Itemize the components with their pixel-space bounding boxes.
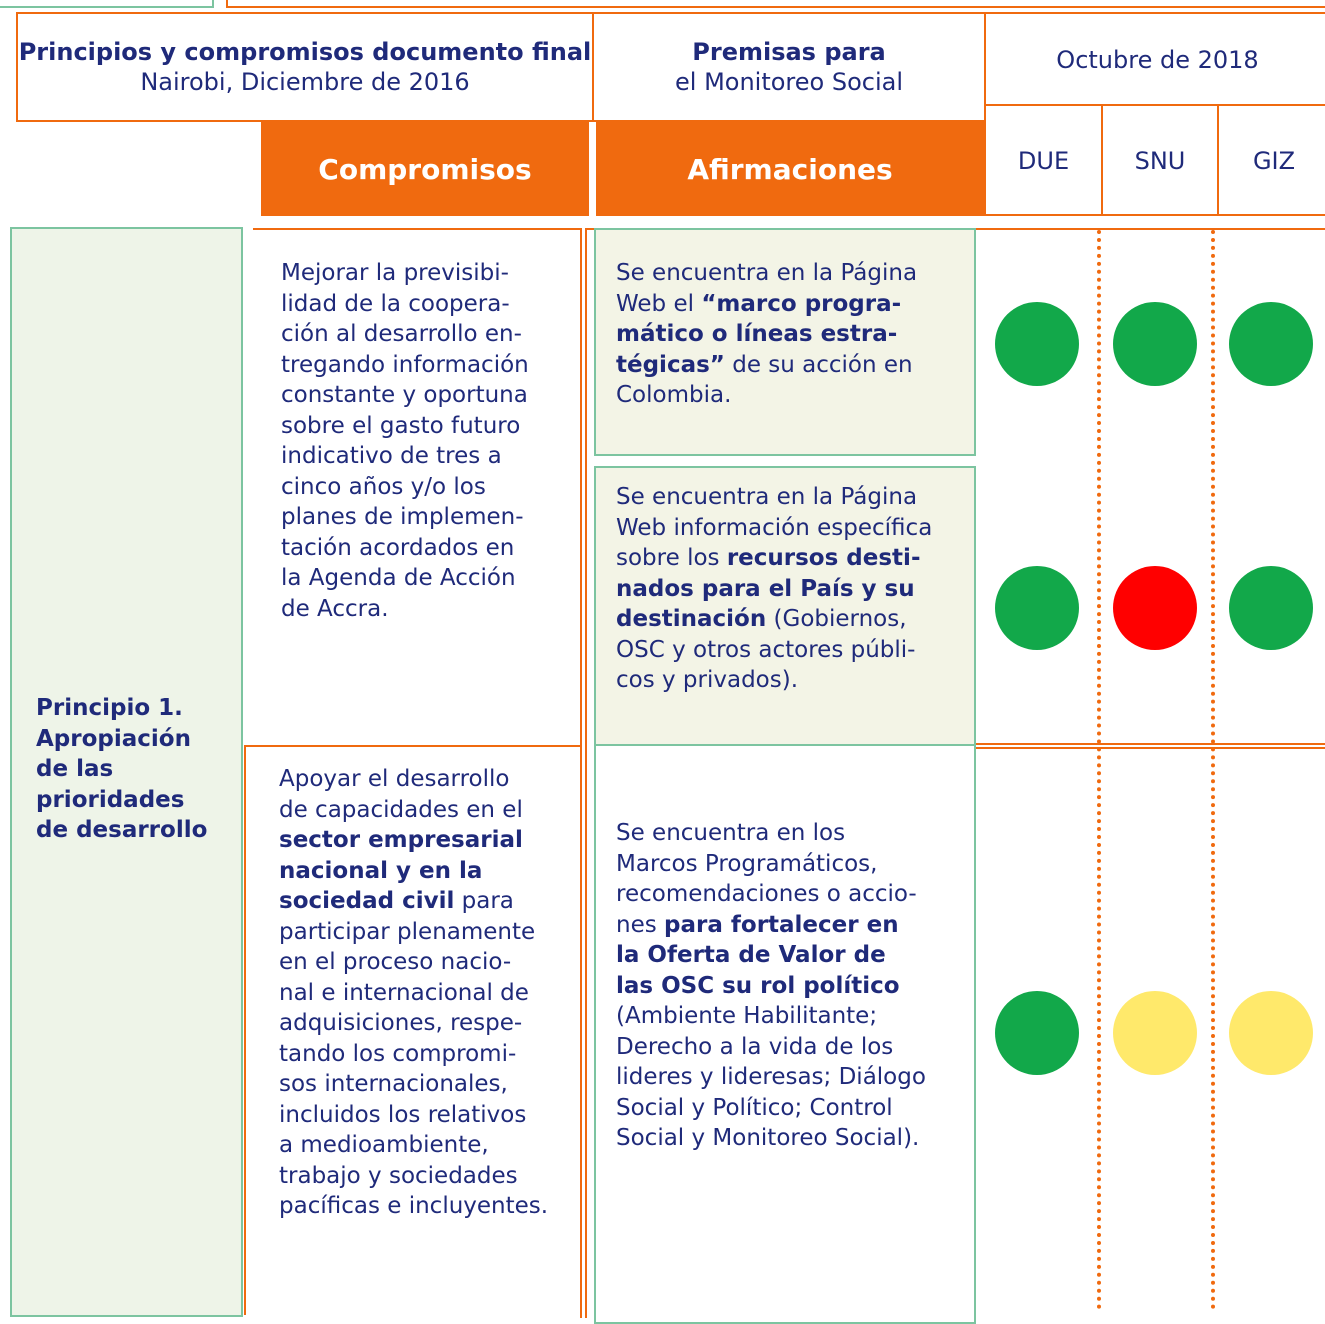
principle-line-4: prioridades (36, 786, 185, 813)
statement-3-line: recomendaciones o accio- (616, 881, 917, 907)
band-afirmaciones-label: Afirmaciones (687, 152, 893, 186)
commitments-left-border (244, 745, 246, 1315)
commitment-2-line: participar plenamente (279, 918, 536, 945)
status-dot-snu-row1 (1113, 302, 1197, 386)
commitment-2-line: pacíficas e incluyentes. (279, 1193, 549, 1219)
status-dot-due-row2 (995, 566, 1079, 650)
statement-3-line: Se encuentra en los (616, 820, 846, 846)
header-date-cell (984, 12, 1325, 106)
statement-1-line (616, 350, 966, 381)
column-due-label: DUE (1017, 147, 1070, 175)
statement-2-run: (Gobiernos, (766, 606, 907, 632)
commitment-1-line: la Agenda de Acción (281, 565, 516, 591)
statement-2-line: Web información específica (616, 514, 933, 541)
commitment-1-line: indicativo de tres a (281, 443, 502, 469)
column-snu (1101, 106, 1217, 216)
status-dot-snu-row2 (1113, 566, 1197, 650)
commitment-1-line: sobre el gasto futuro (281, 412, 521, 439)
header-principles-title: Principios y compromisos documento final (18, 38, 592, 66)
statement-3-line: Marcos Programáticos, (616, 850, 878, 877)
principle-cell (10, 227, 243, 1317)
statement-2-line: OSC y otros actores públi- (616, 636, 916, 663)
statement-2-bold-run: destinación (616, 606, 767, 632)
commitment-2-line: incluidos los relativos (279, 1101, 527, 1128)
column-due (984, 106, 1101, 216)
statement-1-line-bold: mático o líneas estra- (616, 321, 898, 347)
statement-3-line: lideres y lideresas; Diálogo (616, 1064, 926, 1090)
top-left-fragment (0, 0, 214, 8)
statement-2-line: Se encuentra en la Página (616, 484, 918, 510)
header-premises-title: Premisas para (692, 38, 886, 66)
statement-1-bold-run: “marco progra- (701, 290, 902, 317)
commitment-1-line: ción al desarrollo en- (281, 321, 522, 347)
statement-2-panel (594, 466, 976, 746)
commitment-2-line: nal e internacional de (279, 979, 529, 1006)
header-principles-subtitle: Nairobi, Diciembre de 2016 (140, 68, 470, 96)
commitment-2-line: trabajo y sociedades (279, 1162, 518, 1189)
statement-2-line (616, 543, 972, 574)
commitment-1-line: tación acordados en (281, 534, 515, 561)
statement-1-line: Colombia. (616, 382, 732, 408)
principle-line-3: de las (36, 756, 114, 782)
statement-1 (616, 258, 966, 411)
status-dotted-divider-1 (1097, 230, 1101, 1310)
statement-3-panel (594, 744, 976, 1324)
commitment-2-line: a medioambiente, (279, 1132, 489, 1158)
principle-line-2: Apropiación (36, 725, 191, 752)
status-dotted-divider-2 (1211, 230, 1215, 1310)
statement-1-run: de su acción en (724, 351, 913, 378)
commitment-2-line: en el proceso nacio- (279, 949, 512, 975)
commitment-2-line: de capacidades en el (279, 796, 523, 823)
commitment-1-line: lidad de la coopera- (281, 290, 510, 317)
statement-1-line (616, 289, 966, 320)
top-right-fragment (226, 0, 1325, 8)
header-premises-subtitle: el Monitoreo Social (675, 68, 903, 96)
commitment-1-line: Mejorar la previsibi- (281, 260, 509, 286)
commitments-divider (244, 745, 582, 747)
band-compromisos (261, 122, 589, 216)
statement-3-line: Social y Político; Control (616, 1094, 893, 1121)
column-giz-label: GIZ (1252, 147, 1296, 175)
commitment-2-line: tando los compromi- (279, 1040, 517, 1067)
status-dot-due-row1 (995, 302, 1079, 386)
header-principles-cell (16, 12, 594, 122)
principle-line-5: de desarrollo (36, 817, 208, 843)
header-premises-cell (592, 12, 986, 122)
status-dot-giz-row3 (1229, 991, 1313, 1075)
statement-3-run: nes (616, 911, 665, 938)
band-afirmaciones (596, 122, 984, 216)
commitment-2-line-bold: sector empresarial (279, 827, 523, 853)
statement-2-line-bold: nados para el País y su (616, 575, 915, 602)
statement-1-run: Web el (616, 290, 702, 317)
principle-line-1: Principio 1. (36, 695, 183, 721)
statement-3-line-bold: las OSC su rol político (616, 972, 900, 999)
status-row-divider-a (976, 743, 1325, 745)
commitment-1-line: tregando información (281, 351, 529, 378)
status-row-divider-b (976, 747, 1325, 749)
statement-3-line: Derecho a la vida de los (616, 1033, 894, 1060)
commitment-1-line: de Accra. (281, 595, 389, 622)
columns-bottom-line (984, 214, 1325, 216)
status-dot-due-row3 (995, 991, 1079, 1075)
commitment-1 (281, 258, 571, 624)
statement-3-line (616, 910, 972, 941)
statement-2-line: cos y privados). (616, 667, 799, 693)
header-date: Octubre de 2018 (1056, 46, 1259, 74)
statement-1-panel (594, 228, 976, 456)
commitment-1-line: constante y oportuna (281, 382, 528, 408)
commitment-2-bold-run: sociedad civil (279, 888, 455, 914)
statement-2-bold-run: recursos desti- (726, 545, 921, 571)
status-top-line (976, 228, 1325, 230)
statement-3-bold-run: para fortalecer en (664, 911, 899, 938)
column-snu-label: SNU (1134, 147, 1186, 175)
statement-1-line: Se encuentra en la Página (616, 260, 918, 286)
commitment-1-line: cinco años y/o los (281, 473, 486, 500)
commitment-2-line-bold: nacional y en la (279, 857, 483, 884)
column-giz (1217, 106, 1325, 216)
statement-3-line: Social y Monitoreo Social). (616, 1125, 920, 1151)
statement-2-run: sobre los (616, 545, 727, 571)
statement-3-line: (Ambiente Habilitante; (616, 1003, 878, 1029)
commitment-2 (279, 764, 574, 1222)
statement-3-line-bold: la Oferta de Valor de (616, 942, 886, 968)
statement-1-bold-run: tégicas” (616, 351, 725, 378)
commitment-1-line: planes de implemen- (281, 504, 524, 530)
commitment-2-line: Apoyar el desarrollo (279, 766, 510, 792)
principle-label (36, 693, 207, 846)
statement-2-line (616, 604, 972, 635)
statement-2 (616, 482, 972, 696)
commitment-2-line: sos internacionales, (279, 1071, 508, 1097)
commitment-2-line: adquisiciones, respe- (279, 1010, 523, 1036)
band-compromisos-label: Compromisos (318, 152, 532, 186)
commitment-2-line (279, 886, 574, 917)
commitment-2-run: para (454, 888, 514, 914)
statement-3 (616, 818, 972, 1154)
status-dot-snu-row3 (1113, 991, 1197, 1075)
status-dot-giz-row1 (1229, 302, 1313, 386)
status-dot-giz-row2 (1229, 566, 1313, 650)
